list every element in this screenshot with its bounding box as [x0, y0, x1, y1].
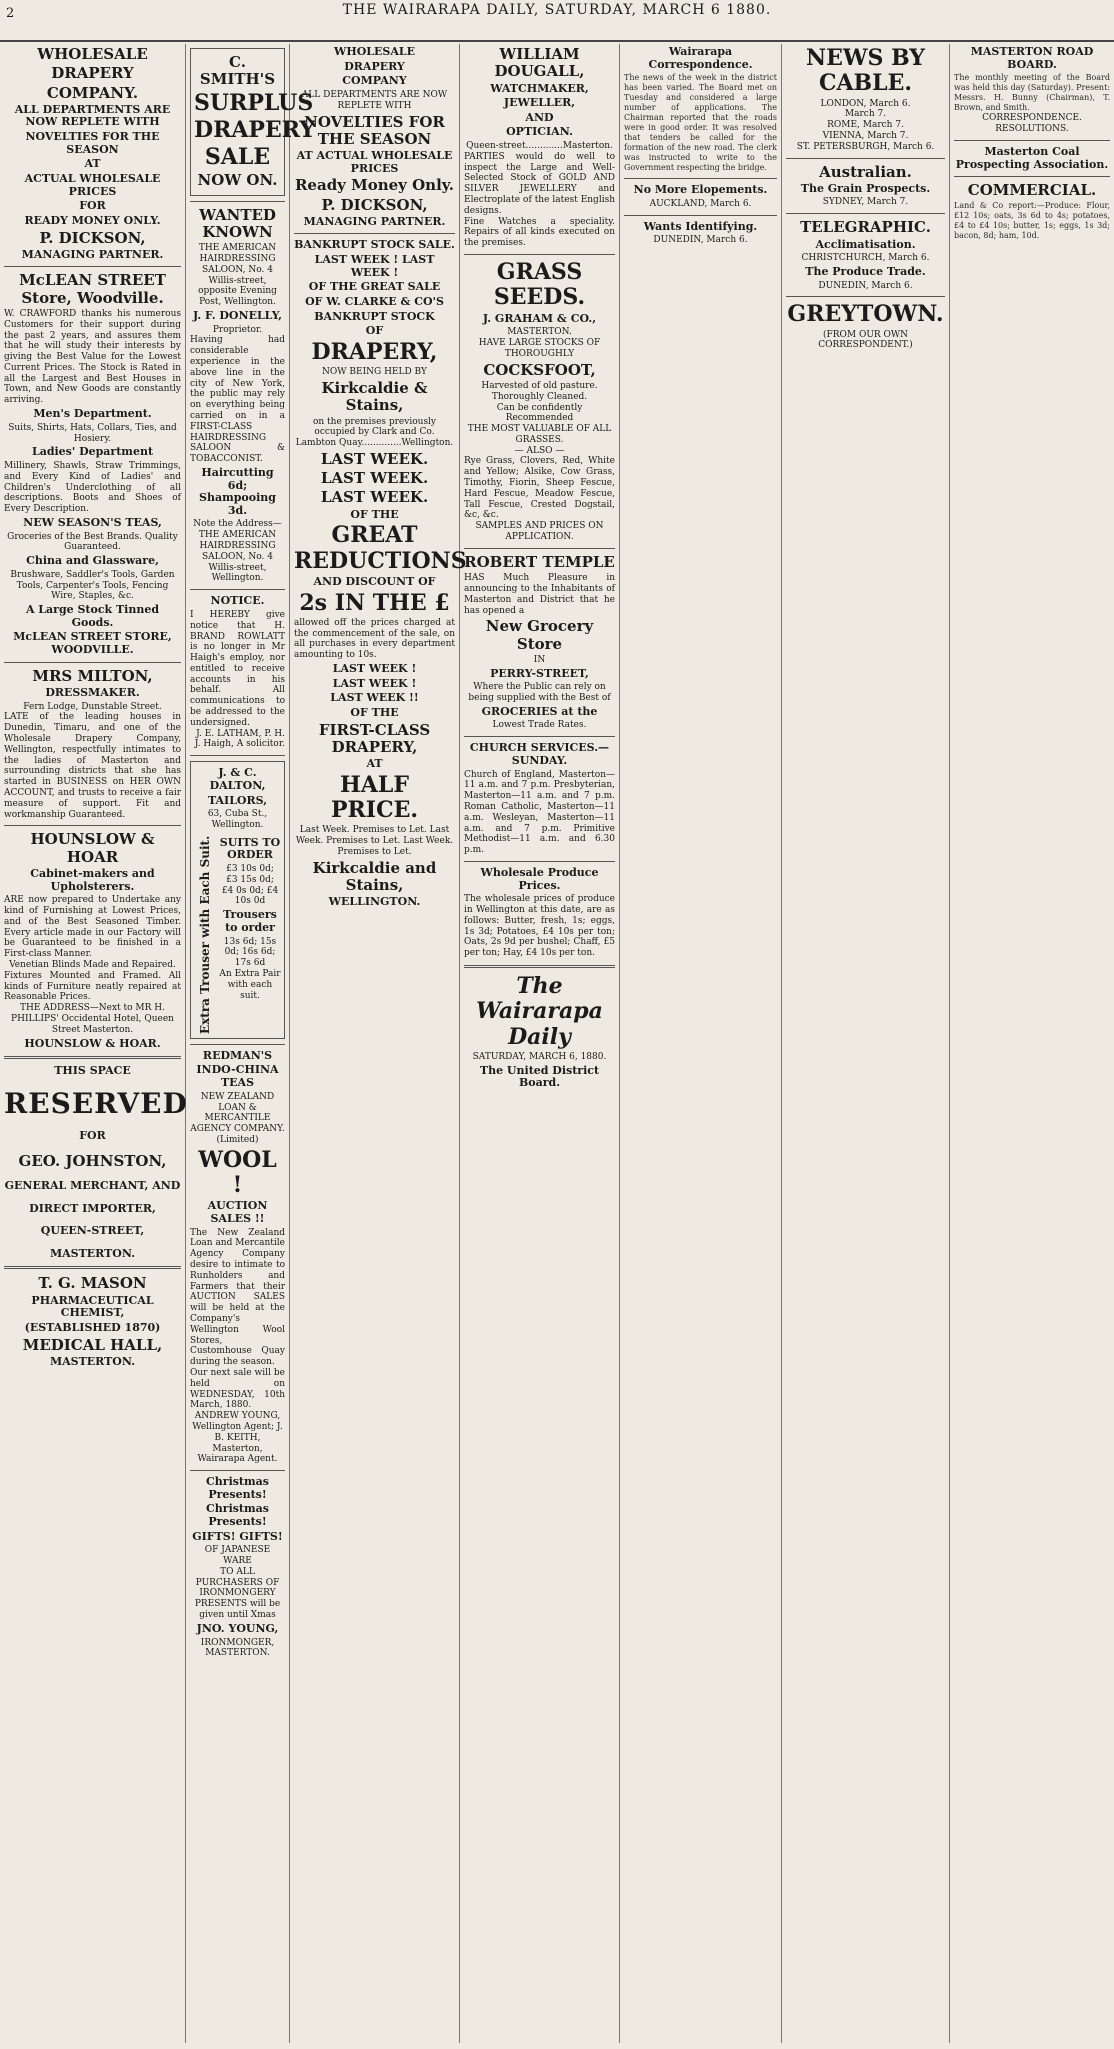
wanted-owner-role: Proprietor.: [212, 324, 263, 335]
xmas-sub: OF JAPANESE WARE: [204, 1545, 271, 1567]
hounslow-address: THE ADDRESS—Next to MR H. PHILLIPS' Occidental Hotel, Queen Street Masterton.: [11, 1003, 174, 1035]
dougall-address: Queen-street.............Masterton.: [466, 141, 613, 152]
auction-agent: ANDREW YOUNG, Wellington Agent; J. B. KEITH, Masterton, Wairarapa Agent.: [192, 1411, 283, 1465]
temple-where: Where the Public can rely on being supplied with the Best of: [468, 682, 611, 704]
wholesale-line1: ALL DEPARTMENTS ARE NOW REPLETE WITH: [301, 89, 448, 111]
bankrupt-last2: LAST WEEK.: [320, 449, 429, 468]
column-6: [782, 44, 950, 2043]
milton-address: Fern Lodge, Dunstable Street.: [23, 701, 162, 712]
bankrupt-being: NOW BEING HELD BY: [322, 367, 427, 378]
cable-loc1: LONDON, March 6.: [820, 98, 911, 109]
mason-town: MASTERTON.: [49, 1354, 136, 1368]
smith-name: C. SMITH'S: [199, 53, 276, 89]
notice-head: NOTICE.: [210, 594, 265, 608]
smith-sale: SALE: [204, 144, 271, 171]
masthead: [0, 0, 1114, 42]
bankrupt-discount: AND DISCOUNT OF: [313, 574, 436, 588]
commercial-body: Land & Co report:—Produce: Flour, £12 10s; oats, 3s 6d to 4s; potatoes, £4 to £4 10s; butter, 1s; eggs, 1s 3d; bacon, 8d; ham, 10d.: [954, 201, 1110, 241]
xmas-head2: Christmas Presents!: [206, 1502, 269, 1529]
grass-most: THE MOST VALUABLE OF ALL GRASSES.: [467, 424, 612, 445]
column-2: [186, 44, 316, 2043]
church-body: Church of England, Masterton—11 a.m. and 7 p.m. Presbyterian, Masterton—11 a.m. and 7 p.m. Roman Catholic, Masterton—11 a.m. Wesleyan, Masterton—11 a.m. and 7 p.m. Primitive Methodist—11 a.m. and 6.30 p.m.: [464, 769, 615, 856]
daily-section: The United District Board.: [479, 1063, 600, 1090]
wanted-shampoo: Haircutting 6d; Shampooing 3d.: [199, 465, 276, 517]
grass-cocksfoot: COCKSFOOT,: [483, 360, 596, 379]
bankrupt-last3: LAST WEEK.: [320, 469, 429, 488]
wholesale-name: P. DICKSON,: [321, 195, 428, 214]
bankrupt-drapery: DRAPERY,: [311, 338, 438, 365]
mclean-ladies: Ladies' Department: [31, 445, 154, 459]
milton-body: LATE of the leading houses in Dunedin, Timaru, and one of the Wholesale Drapery Company, Wellington, respectfully intimates to the ladies of Masterton and surrounding districts that she has started in BUSINESS on HER OWN ACCOUNT, and trusts to receive a fair measure of support. Fit and workmanship Guaranteed.: [4, 712, 181, 820]
smith-now: NOW ON.: [197, 171, 278, 190]
mason-name: T. G. MASON: [38, 1274, 147, 1293]
australian-sub: The Grain Prospects.: [800, 181, 931, 195]
mason-role: PHARMACEUTICAL CHEMIST,: [31, 1293, 154, 1320]
johnston-line1: GENERAL MERCHANT, AND: [4, 1178, 181, 1192]
bankrupt-first: FIRST-CLASS DRAPERY,: [318, 720, 431, 756]
space-head: THIS SPACE: [54, 1064, 131, 1078]
bankrupt-quay: Lambton Quay..............Wellington.: [295, 438, 454, 449]
bankrupt-two-s: 2s IN THE £: [299, 589, 450, 616]
dalton-side-box: [194, 835, 216, 1035]
hounslow-head: HOUNSLOW & HOAR: [30, 830, 155, 866]
notice-signed: J. E. LATHAM, P. H. J. Haigh, A solicitor.: [194, 728, 285, 750]
dickson-line1: ALL DEPARTMENTS ARE NOW REPLETE WITH: [14, 102, 171, 129]
greytown-sub: (FROM OUR OWN CORRESPONDENT.): [818, 329, 913, 351]
xmas-role: IRONMONGER, MASTERTON.: [200, 1637, 275, 1659]
bankrupt-half: HALF PRICE.: [330, 771, 419, 824]
grass-have: HAVE LARGE STOCKS OF THOROUGHLY: [478, 338, 601, 359]
dougall-sub2: JEWELLER,: [503, 96, 576, 110]
bankrupt-wellington: WELLINGTON.: [328, 895, 421, 909]
hounslow-fixtures: Fixtures Mounted and Framed. All kinds of Furniture neatly repaired at Reasonable Prices.: [4, 970, 181, 1003]
xmas-head3: GIFTS! GIFTS!: [192, 1529, 283, 1543]
wholesale-line2: NOVELTIES FOR THE SEASON: [304, 112, 445, 148]
grass-head: GRASS SEEDS.: [493, 259, 586, 311]
bankrupt-last1: LAST WEEK ! LAST WEEK !: [314, 253, 435, 279]
bankrupt-allowed: allowed off the prices charged at the commencement of the sale, on all purchases in every department amounting to 10s.: [294, 617, 455, 661]
bankrupt-premises: on the premises previously occupied by Clark and Co.: [312, 416, 437, 438]
wanted-address: Note the Address—THE AMERICAN HAIRDRESSING SALOON, No. 4 Willis-street, Wellington.: [193, 519, 282, 584]
mclean-head: McLEAN STREET Store, Woodville.: [19, 271, 166, 307]
telegraphic-sub: Acclimatisation.: [815, 237, 916, 251]
wants-loc: DUNEDIN, March 6.: [653, 235, 748, 246]
reserved-head: RESERVED: [4, 1086, 188, 1120]
bankrupt-last7: LAST WEEK !!: [330, 691, 419, 705]
temple-grocery: New Grocery Store: [485, 617, 594, 653]
johnston-line2: DIRECT IMPORTER,: [29, 1201, 156, 1215]
grass-harvest: Harvested of old pasture. Thoroughly Cleaned.: [481, 380, 598, 402]
australian-head: Australian.: [819, 162, 912, 181]
bankrupt-of: OF: [365, 324, 384, 338]
bankrupt-head: BANKRUPT STOCK SALE.: [294, 238, 455, 252]
auction-body: The New Zealand Loan and Mercantile Agency Company desire to intimate to Runholders and Farmers that their AUCTION SALES will be held at the Company's Wellington Wool Stores, Customhouse Quay during the season.: [190, 1227, 285, 1368]
milton-head: MRS MILTON,: [32, 666, 153, 685]
wholesale-role: MANAGING PARTNER.: [303, 214, 446, 228]
redman-head: REDMAN'S: [202, 1048, 273, 1062]
dickson-company: COMPANY.: [46, 83, 139, 102]
dalton-orders: SUITS TO ORDER: [219, 835, 281, 862]
column-5: [620, 44, 782, 2043]
bankrupt-week-list: Last Week. Premises to Let. Last Week. Premises to Let. Last Week. Premises to Let.: [295, 825, 454, 857]
grass-list: Rye Grass, Clovers, Red, White and Yellow; Alsike, Cow Grass, Timothy, Fiorin, Sheep Fescue, Hard Fescue, Meadow Fescue, Tall Fescue, Crested Dogstail, &c, &c.: [464, 456, 615, 521]
wants-head: Wants Identifying.: [643, 219, 758, 233]
wanted-head: WANTED KNOWN: [199, 205, 276, 241]
bankrupt-last8: OF THE: [350, 705, 399, 719]
column-1: [0, 44, 186, 2043]
mclean-address: McLEAN STREET STORE, WOODVILLE.: [13, 630, 172, 657]
cable-loc4: VIENNA, March 7.: [822, 130, 909, 141]
produce-trade-loc: DUNEDIN, March 6.: [818, 280, 913, 291]
dickson-line6: READY MONEY ONLY.: [24, 213, 161, 227]
road-sub: CORRESPONDENCE.: [982, 113, 1082, 124]
telegraphic-head: TELEGRAPHIC.: [800, 218, 931, 237]
mclean-mens-body: Suits, Shirts, Hats, Collars, Ties, and Hosiery.: [8, 422, 177, 444]
dalton-address: 63, Cuba St., Wellington.: [207, 809, 268, 830]
hounslow-signature: HOUNSLOW & HOAR.: [24, 1036, 161, 1050]
dickson-line4: ACTUAL WHOLESALE PRICES: [24, 171, 161, 198]
mclean-tinned: A Large Stock Tinned Goods.: [25, 603, 160, 629]
grass-firm: J. GRAHAM & CO.,: [482, 311, 597, 325]
bankrupt-kirk: Kirkcaldie & Stains,: [321, 379, 428, 415]
hounslow-blinds: Venetian Blinds Made and Repaired.: [9, 959, 176, 970]
column-4: [460, 44, 620, 2043]
grass-samples: SAMPLES AND PRICES ON APPLICATION.: [475, 521, 604, 543]
hounslow-body: ARE now prepared to Undertake any kind of Furnishing at Lowest Prices, and of the Best Seasoned Timber. Every article made in our Factory will be Guaranteed to be finished in a First-class Manner.: [4, 895, 181, 960]
church-head: CHURCH SERVICES.—SUNDAY.: [469, 741, 610, 767]
dickson-line3: AT: [84, 157, 101, 171]
wanted-owner: J. F. DONELLY,: [193, 308, 282, 322]
correspondence-body: The news of the week in the district has been varied. The Board met on Tuesday and considered a large number of applications. The Chairman reported that the roads were in good order. It was resolved that tenders be called for the formation of the new road. The clerk was instructed to write to the Government respecting the bridge.: [624, 73, 777, 173]
dougall-fine: Fine Watches a speciality. Repairs of all kinds executed on the premises.: [464, 216, 615, 249]
johnston-line3: QUEEN-STREET,: [40, 1224, 145, 1238]
hounslow-sub: Cabinet-makers and Upholsterers.: [30, 866, 155, 893]
wholesale-head2: DRAPERY: [344, 59, 405, 73]
johnston-line4: MASTERTON.: [49, 1246, 136, 1260]
dalton-trousers: Trousers to order: [223, 908, 277, 934]
road-res: RESOLUTIONS.: [995, 124, 1069, 135]
redman-limited: (Limited): [216, 1134, 259, 1145]
mclean-china-body: Brushware, Saddler's Tools, Garden Tools, Carpenter's Tools, Fencing Wire, Staples, &c.: [10, 569, 175, 602]
correspondence-head: Wairarapa Correspondence.: [648, 45, 753, 71]
temple-groceries: GROCERIES at the: [481, 704, 598, 718]
produce-trade-head: The Produce Trade.: [805, 264, 926, 278]
dougall-name: WILLIAM DOUGALL,: [494, 45, 585, 81]
smith-drapery: DRAPERY: [194, 116, 316, 143]
produce-head: Wholesale Produce Prices.: [480, 865, 599, 892]
wanted-body: THE AMERICAN HAIRDRESSING SALOON, No. 4 Willis-street, opposite Evening Post, Wellington.: [198, 243, 277, 308]
dougall-and: AND: [525, 110, 554, 124]
mclean-groceries: Groceries of the Best Brands. Quality Guaranteed.: [7, 531, 178, 553]
cable-loc2: March 7.: [844, 109, 887, 120]
bankrupt-last4: LAST WEEK.: [320, 488, 429, 507]
grass-also: — ALSO —: [514, 445, 565, 456]
bankrupt-kirk2: Kirkcaldie and Stains,: [312, 858, 437, 894]
dickson-role: MANAGING PARTNER.: [21, 247, 164, 261]
road-body: The monthly meeting of the Board was held this day (Saturday). Present: Messrs. H. Bunny (Chairman), T. Brown, and Smith.: [954, 73, 1110, 113]
dickson-line2: NOVELTIES FOR THE SEASON: [25, 130, 160, 156]
temple-name: ROBERT TEMPLE: [464, 552, 615, 571]
dalton-side-text: Extra Trouser with Each Suit.: [198, 835, 212, 1034]
dalton-extra: An Extra Pair with each suit.: [219, 968, 281, 1001]
grass-confident: Can be confidently Recommended: [496, 402, 583, 424]
australian-loc: SYDNEY, March 7.: [822, 197, 909, 208]
smith-surplus: SURPLUS: [194, 89, 314, 116]
newspaper-title: THE WAIRARAPA DAILY, SATURDAY, MARCH 6 1880.: [342, 2, 772, 18]
wholesale-line4: Ready Money Only.: [294, 176, 455, 195]
dickson-head: WHOLESALE: [37, 45, 148, 63]
wool-head: WOOL !: [198, 1146, 277, 1198]
bankrupt-of2: OF THE: [350, 507, 399, 521]
column-3: [290, 44, 467, 2043]
auction-date: Our next sale will be held on WEDNESDAY, 10th March, 1880.: [190, 1367, 285, 1411]
mclean-mens: Men's Department.: [33, 407, 152, 421]
notice-body: I HEREBY give notice that H. BRAND ROWLATT is no longer in Mr Haigh's employ, nor entitled to receive accounts in his behalf. All communications to be addressed to the undersigned.: [190, 609, 285, 728]
cable-head: NEWS BY CABLE.: [805, 45, 926, 97]
bankrupt-last5: LAST WEEK !: [332, 662, 417, 676]
johnston-name: GEO. JOHNSTON,: [18, 1151, 167, 1170]
mclean-china: China and Glassware,: [26, 554, 159, 568]
mason-est: (ESTABLISHED 1870): [24, 1321, 161, 1335]
bankrupt-stock: BANKRUPT STOCK: [314, 309, 435, 323]
temple-street: PERRY-STREET,: [490, 666, 589, 680]
greytown-head: GREYTOWN.: [787, 301, 944, 328]
bankrupt-clarke: OF W. CLARKE & CO'S: [305, 295, 444, 308]
dalton-head: J. & C. DALTON,: [209, 766, 266, 792]
wanted-body2: Having had considerable experience in the above line in the city of New York, the public may rely on everything being carried on in a FIRST-CLASS HAIRDRESSING SALOON & TOBACCONIST.: [190, 335, 285, 465]
elopement-head: No More Elopements.: [633, 183, 768, 197]
dougall-sub3: OPTICIAN.: [506, 125, 573, 139]
wholesale-head1: WHOLESALE: [333, 45, 416, 58]
bankrupt-at: AT: [366, 757, 383, 771]
commercial-head: COMMERCIAL.: [967, 181, 1097, 200]
elopement-loc: AUCKLAND, March 6.: [649, 198, 752, 209]
dougall-body: PARTIES would do well to inspect the Large and Well-Selected Stock of GOLD AND SILVER JEWELLERY and Electroplate of the latest English designs.: [464, 151, 615, 216]
dickson-name: P. DICKSON,: [39, 228, 146, 247]
auction-head: AUCTION SALES !!: [207, 1199, 268, 1225]
mclean-teas: NEW SEASON'S TEAS,: [23, 515, 162, 529]
produce-body: The wholesale prices of produce in Wellington at this date, are as follows: Butter, fresh, 1s; eggs, 1s 3d; Potatoes, £4 10s per ton; Oats, 2s 9d per bushel; Chaff, £5 per ton; Hay, £4 10s per ton.: [464, 894, 615, 959]
redman-company: NEW ZEALAND LOAN & MERCANTILE AGENCY COMPANY.: [190, 1091, 285, 1135]
telegraphic-loc: CHRISTCHURCH, March 6.: [801, 253, 930, 264]
temple-in: IN: [533, 654, 546, 665]
temple-body: HAS Much Pleasure in announcing to the Inhabitants of Masterton and District that he has opened a: [464, 573, 615, 616]
road-head: MASTERTON ROAD BOARD.: [970, 45, 1094, 71]
xmas-head1: Christmas Presents!: [206, 1475, 269, 1501]
xmas-name: JNO. YOUNG,: [196, 1621, 279, 1635]
wholesale-head3: COMPANY: [342, 74, 407, 88]
dougall-sub1: WATCHMAKER,: [490, 81, 589, 95]
space-for: FOR: [79, 1129, 106, 1143]
column-7: [950, 44, 1114, 2043]
mclean-body: W. CRAWFORD thanks his numerous Customers for their support during the past 2 years, and assures them that he will study their interests by giving the Best Value for the Lowest Current Prices. The Stock is Rated in all the Largest and Best Houses in Town, and New Goods are constantly arriving.: [4, 308, 181, 406]
prospect-head: Masterton Coal Prospecting Association.: [955, 144, 1109, 171]
cable-loc3: ROME, March 7.: [827, 120, 904, 131]
xmas-sign: PRESENTS will be given until Xmas: [194, 1599, 281, 1621]
xmas-line: TO ALL PURCHASERS OF IRONMONGERY: [195, 1566, 280, 1599]
bankrupt-great: GREAT REDUCTIONS: [294, 522, 467, 574]
mason-hall: MEDICAL HALL,: [22, 1335, 163, 1354]
daily-title: The Wairarapa Daily: [476, 972, 603, 1050]
daily-date: SATURDAY, MARCH 6, 1880.: [472, 1051, 607, 1062]
redman-sub: INDO-CHINA TEAS: [196, 1063, 279, 1090]
mclean-ladies-body: Millinery, Shawls, Straw Trimmings, and Every Kind of Ladies' and Children's Underclothing of all descriptions. Boots and Shoes of Every Description.: [4, 460, 181, 515]
milton-sub: DRESSMAKER.: [45, 686, 140, 700]
cable-loc5: ST. PETERSBURGH, March 6.: [796, 141, 935, 152]
dickson-drapery: DRAPERY: [51, 64, 134, 83]
dalton-trousers-list: 13s 6d; 15s 0d; 16s 6d; 17s 6d: [223, 936, 277, 969]
wholesale-line3: AT ACTUAL WHOLESALE PRICES: [296, 149, 453, 175]
grass-town: MASTERTON.: [507, 327, 572, 338]
bankrupt-of-the: OF THE GREAT SALE: [308, 280, 441, 294]
temple-lowest: Lowest Trade Rates.: [492, 720, 587, 731]
bankrupt-last6: LAST WEEK !: [332, 676, 417, 690]
page-number: 2: [6, 6, 15, 21]
dickson-line5: FOR: [79, 199, 106, 213]
dalton-sub: TAILORS,: [207, 793, 268, 807]
dalton-orders-list: £3 10s 0d; £3 15s 0d; £4 0s 0d; £4 10s 0d: [221, 864, 279, 907]
